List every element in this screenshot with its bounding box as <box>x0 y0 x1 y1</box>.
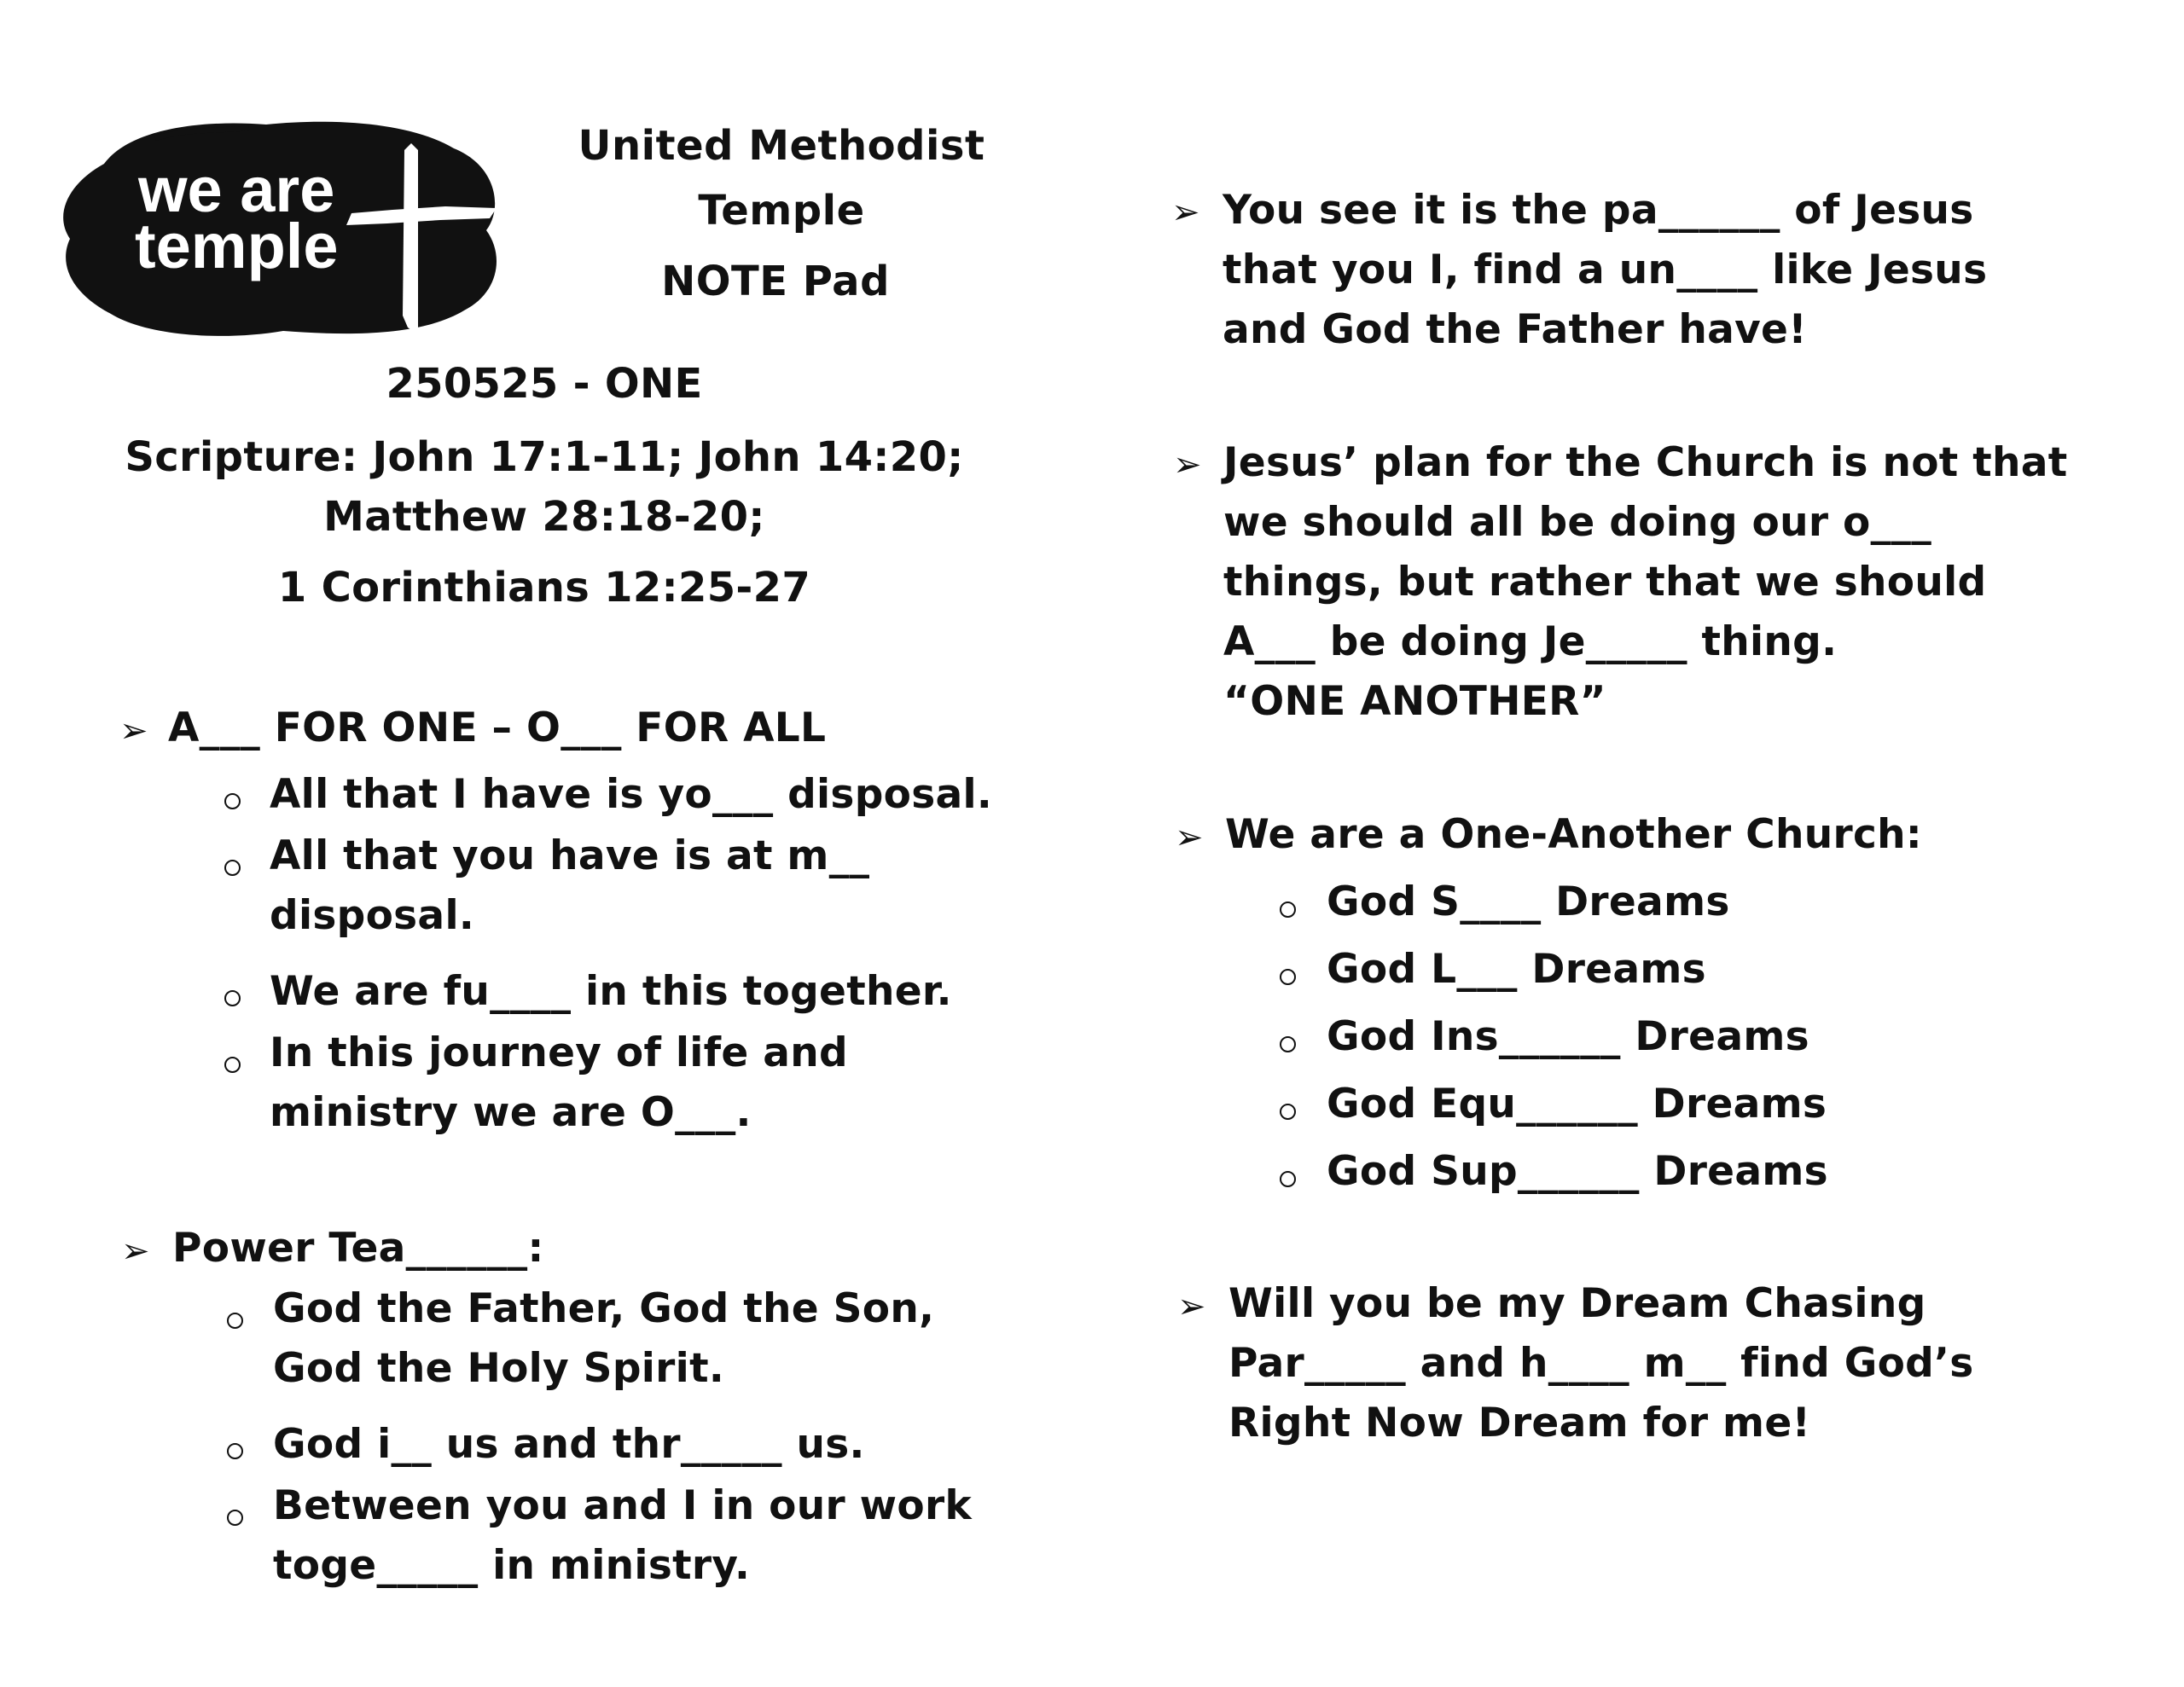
circle-bullet-icon <box>1280 1171 1296 1187</box>
paragraph-line: Will you be my Dream Chasing <box>1228 1280 1926 1327</box>
logo-text-temple: temple <box>135 211 339 281</box>
sermon-code: 250525 - ONE <box>386 360 703 408</box>
list-item <box>273 1476 972 1596</box>
arrow-bullet-icon: ➢ <box>1171 193 1200 232</box>
section-title-one-another-church: We are a One-Another Church: <box>1225 811 1922 858</box>
circle-bullet-icon <box>227 1510 243 1526</box>
circle-bullet-icon <box>1280 969 1296 985</box>
list-item <box>273 1279 934 1399</box>
church-name-line: United Methodist <box>578 122 985 170</box>
arrow-bullet-icon: ➢ <box>1175 818 1204 857</box>
arrow-bullet-icon: ➢ <box>119 711 148 751</box>
list-item: God L___ Dreams <box>1327 946 1706 993</box>
list-item-line: All that you have is at m__ <box>270 832 870 879</box>
list-item-line: God the Holy Spirit. <box>273 1345 724 1392</box>
list-item-line: ministry we are O___. <box>270 1089 752 1136</box>
paragraph-line: that you I, find a un____ like Jesus <box>1223 246 1988 293</box>
paragraph-line: Jesus’ plan for the Church is not that <box>1223 439 2068 486</box>
fill-in-paragraph <box>1223 433 2068 732</box>
paragraph-line: Par_____ and h____ m__ find God’s <box>1228 1340 1974 1387</box>
arrow-bullet-icon: ➢ <box>1177 1287 1206 1326</box>
scripture-line-1: Scripture: John 17:1-11; John 14:20; <box>125 433 964 481</box>
list-item: God S____ Dreams <box>1327 878 1730 925</box>
paragraph-line: we should all be doing our o___ <box>1223 499 1932 546</box>
arrow-bullet-icon: ➢ <box>1173 445 1202 484</box>
we-are-temple-logo <box>53 113 514 343</box>
list-item: God i__ us and thr_____ us. <box>273 1421 865 1468</box>
list-item-line: In this journey of life and <box>270 1029 848 1076</box>
paragraph-line: Right Now Dream for me! <box>1228 1400 1811 1446</box>
section-title-power-team: Power Tea______: <box>172 1225 544 1272</box>
circle-bullet-icon <box>227 1313 243 1329</box>
church-name-temple: Temple <box>698 187 865 235</box>
circle-bullet-icon <box>1280 901 1296 918</box>
scripture-line-2: Matthew 28:18-20; <box>323 493 765 541</box>
list-item-line: disposal. <box>270 892 475 939</box>
paragraph-line: “ONE ANOTHER” <box>1223 678 1606 725</box>
arrow-bullet-icon: ➢ <box>121 1232 150 1271</box>
paragraph-line: A___ be doing Je_____ thing. <box>1223 618 1838 665</box>
circle-bullet-icon <box>224 860 241 876</box>
circle-bullet-icon <box>227 1443 243 1459</box>
list-item: God Equ______ Dreams <box>1327 1081 1827 1128</box>
paragraph-line: and God the Father have! <box>1223 306 1807 353</box>
list-item-line: God the Father, God the Son, <box>273 1285 935 1332</box>
logo-text-we-are: we are <box>138 154 335 225</box>
circle-bullet-icon <box>224 793 241 809</box>
list-item: God Ins______ Dreams <box>1327 1013 1809 1060</box>
circle-bullet-icon <box>1280 1104 1296 1120</box>
list-item <box>270 826 869 946</box>
scripture-line-3: 1 Corinthians 12:25-27 <box>277 564 811 612</box>
list-item: God Sup______ Dreams <box>1327 1148 1828 1195</box>
list-item <box>270 1023 848 1143</box>
circle-bullet-icon <box>224 990 241 1006</box>
paragraph-line: things, but rather that we should <box>1223 559 1987 606</box>
note-pad-title: NOTE Pad <box>661 258 890 305</box>
circle-bullet-icon <box>224 1057 241 1073</box>
list-item-line: Between you and I in our work <box>273 1482 973 1529</box>
section-title-all-for-one: A___ FOR ONE – O___ FOR ALL <box>168 704 827 751</box>
circle-bullet-icon <box>1280 1036 1296 1052</box>
list-item: We are fu____ in this together. <box>270 968 952 1015</box>
fill-in-paragraph <box>1228 1274 1974 1453</box>
list-item-line: toge_____ in ministry. <box>273 1542 751 1589</box>
fill-in-paragraph <box>1223 181 1987 360</box>
paragraph-line: You see it is the pa______ of Jesus <box>1223 187 1974 234</box>
list-item: All that I have is yo___ disposal. <box>270 771 993 818</box>
